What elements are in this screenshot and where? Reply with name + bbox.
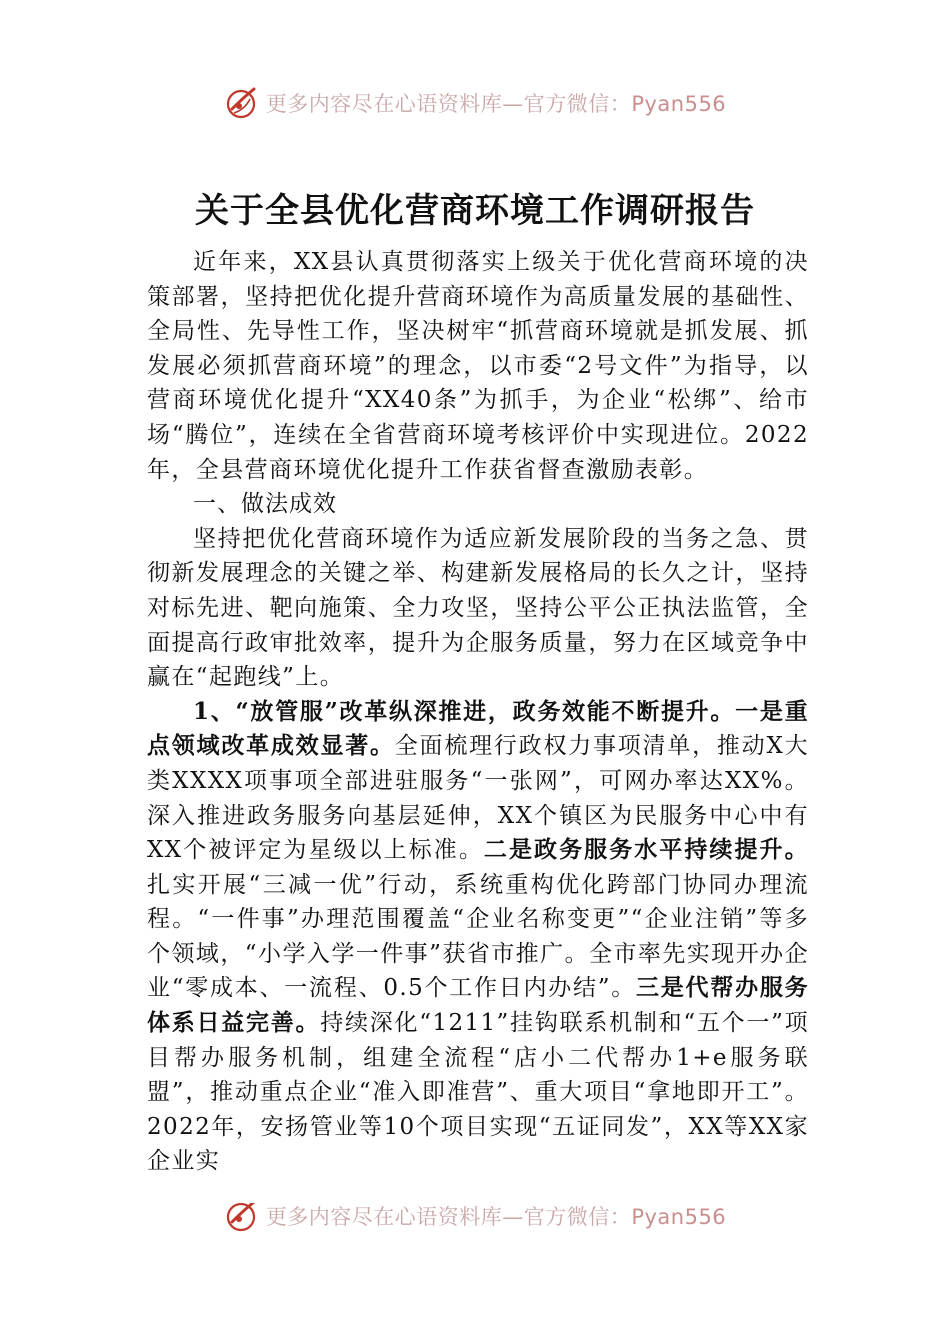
watermark-text: 更多内容尽在心语资料库—官方微信：Pyan556 — [265, 1205, 727, 1229]
document-body — [147, 245, 809, 1179]
watermark-text: 更多内容尽在心语资料库—官方微信：Pyan556 — [265, 92, 727, 116]
point-1-sub2-heading: 二是政务服务水平持续提升。 — [483, 836, 809, 864]
footer-watermark — [0, 1203, 950, 1239]
pen-logo-icon — [224, 1203, 260, 1234]
point-1-sub3-text: 持续深化“1211”挂钩联系机制和“五个一”项目帮办服务机制，组建全流程“店小二代帮办1+e服务联盟”，推动重点企业“准入即准营”、重大项目“拿地即开工”。2022年，安扬管业等10个项目实现“五证同发”，XX等XX家企业实 — [147, 1010, 809, 1175]
header-watermark — [0, 83, 950, 123]
point-1-sub1-heading: 一是重点领域改革成效显著。 — [147, 697, 809, 760]
point-1-sub1-text: 全面梳理行政权力事项清单，推动X大类XXXX项事项全部进驻服务“一张网”，可网办率达XX%。深入推进政务服务向基层延伸，XX个镇区为民服务中心中有XX个被评定为星级以上标准。 — [147, 733, 809, 864]
document-title: 关于全县优化营商环境工作调研报告 — [195, 191, 755, 231]
point-1-sub2-text: 扎实开展“三减一优”行动，系统重构优化跨部门协同办理流程。“一件事”办理范围覆盖“企业名称变更”“企业注销”等多个领域，“小学入学一件事”获省市推广。全市率先实现开办企业“零成本、一流程、0.5个工作日内办结”。 — [147, 871, 809, 1002]
section-intro-paragraph: 坚持把优化营商环境作为适应新发展阶段的当务之急、贯彻新发展理念的关键之举、构建新发展格局的长久之计，坚持对标先进、靶向施策、全力攻坚，坚持公平公正执法监管，全面提高行政审批效率，提升为企服务质量，努力在区域竞争中赢在“起跑线”上。 — [147, 525, 809, 691]
pen-logo-icon — [224, 85, 260, 121]
point-1-sub3-heading: 三是代帮办服务体系日益完善。 — [147, 974, 809, 1037]
intro-paragraph: 近年来，XX县认真贯彻落实上级关于优化营商环境的决策部署，坚持把优化提升营商环境作为高质量发展的基础性、全局性、先导性工作，坚决树牢“抓营商环境就是抓发展、抓发展必须抓营商环境”的理念，以市委“2号文件”为指导，以营商环境优化提升“XX40条”为抓手，为企业“松绑”、给市场“腾位”，连续在全省营商环境考核评价中实现进位。2022年，全县营商环境优化提升工作获省督查激励表彰。 — [147, 249, 809, 483]
point-1-paragraph — [147, 695, 809, 1179]
point-1-lead: 1、“放管服”改革纵深推进，政务效能不断提升。 — [193, 697, 736, 725]
section-heading: 一、做法成效 — [193, 491, 337, 518]
